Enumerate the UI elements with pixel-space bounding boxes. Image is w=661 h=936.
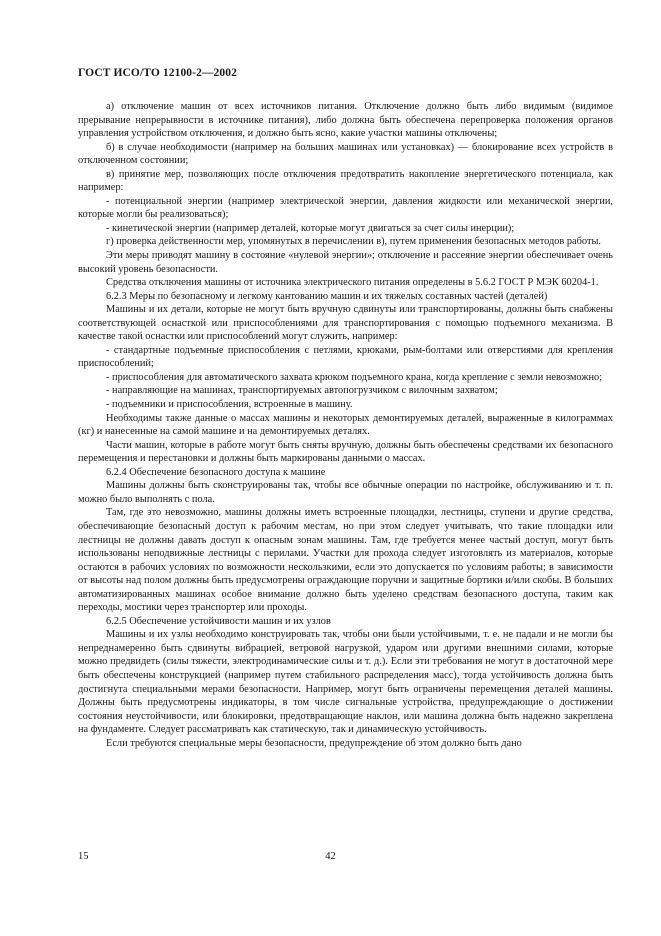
paragraph: - подъемники и приспособления, встроенные в машину. [106,399,353,411]
document-header: ГОСТ ИСО/ТО 12100-2—2002 [78,67,237,79]
section-heading: 6.2.5 Обеспечение устойчивости машин и их узлов [106,615,331,627]
paragraph: а) отключение машин от всех источников питания. Отключение должно быть либо видимым (видимое прерывание непрерывности в источнике питания), либо должна быть обеспечена перепроверка положения органов управления устройством отключения, и должно быть ясно, какие участки машины отключены; [78,101,613,140]
paragraph: - стандартные подъемные приспособления с петлями, крюками, рым-болтами или отверстиями для крепления приспособлений; [78,344,613,370]
paragraph: - направляющие на машинах, транспортируемых автопогрузчиком с вилочным захватом; [106,385,498,397]
body-text [78,100,613,750]
paragraph: - приспособления для автоматического захвата крюком подъемного крана, когда крепление с земли невозможно; [106,371,603,383]
paragraph: Там, где это невозможно, машины должны иметь встроенные площадки, лестницы, ступени и другие средства, обеспечивающие безопасный доступ к рабочим местам, но при этом следует учитывать, что такие площадки или лестницы не должны давать доступ к опасным зонам машины. Там, где требуется менее частый доступ, могут быть использованы неподвижные лестницы с перилами. Участки для прохода следует изготовлять из материалов, которые остаются в рабочих условиях по возможности нескользкими, если это допускается по условиям работы; в зависимости от высоты над полом должны быть предусмотрены ограждающие поручни и защитные бортики и/или скобы. В больших автоматизированных машинах особое внимание должно быть уделено средствам безопасного доступа, таким как переходы, мостики через транспортер или проходы. [78,507,613,614]
paragraph: - кинетической энергии (например деталей, которые могут двигаться за счет силы инерции); [106,222,515,234]
section-heading: 6.2.3 Меры по безопасному и легкому кантованию машин и их тяжелых составных частей (деталей) [106,290,548,302]
section-heading: 6.2.4 Обеспечение безопасного доступа к машине [106,466,326,478]
paragraph: Эти меры приводят машину в состояние «нулевой энергии»; отключение и рассеяние энергии обеспечивает очень высокий уровень безопасности. [78,250,613,275]
paragraph: б) в случае необходимости (например на больших машинах или установках) — блокирование всех устройств в отключенном состоянии; [78,141,613,167]
paragraph: Если требуются специальные меры безопасности, предупреждение об этом должно быть дано [106,737,522,749]
page-number-center: 42 [325,851,336,862]
paragraph: Машины и их узлы необходимо конструировать так, чтобы они были устойчивыми, т. е. не падали и не могли бы непреднамеренно быть сдвинуты вибрацией, ветровой нагрузкой, ударом или другими внешними силами, которые можно предвидеть (силы тяжести, электродинамические силы и т. д.). Если эти требования не могут в достаточной мере быть обеспечены конструкцией (например путем стабильного распределения масс), тогда устойчивость должна быть достигнута специальными мерами безопасности. Например, могут быть ограничены перемещения деталей машины. Должны быть предусмотрены индикаторы, в том числе сигнальные устройства, предупреждающие о достижении состояния неустойчивости, или блокировки, предотвращающие наклон, или машина должна быть надежно закреплена на фундаменте. Следует рассматривать как статическую, так и динамическую устойчивость. [78,629,613,736]
paragraph: Части машин, которые в работе могут быть сняты вручную, должны быть обеспечены средствами их безопасного перемещения и перестановки и должны быть маркированы данными о массах. [78,439,613,465]
paragraph: Средства отключения машины от источника электрического питания определены в 5.6.2 ГОСТ Р МЭК 60204-1. [106,277,599,289]
paragraph: Машины должны быть сконструированы так, чтобы все обычные операции по настройке, обслуживанию и т. п. можно было выполнять с пола. [78,480,613,505]
paragraph: г) проверка действенности мер, упомянутых в перечислении в), путем применения безопасных методов работы. [106,236,601,248]
paragraph: в) принятие мер, позволяющих после отключения предотвратить накопление энергетического потенциала, как например: [78,168,613,194]
paragraph: - потенциальной энергии (например электрической энергии, давления жидкости или механической энергии, которые могли бы реализоваться); [78,195,613,221]
paragraph: Необходимы также данные о массах машины и некоторых демонтируемых деталей, выраженные в килограммах (кг) и нанесенные на самой машине и на демонтируемых деталях. [78,412,613,438]
page-number-left: 15 [78,851,89,862]
paragraph: Машины и их детали, которые не могут быть вручную сдвинуты или транспортированы, должны быть снабжены соответствующей оснасткой или приспособлениями для транспортирования с помощью подъемного механизма. В качестве такой оснастки или приспособлений могут служить, например: [78,304,613,343]
